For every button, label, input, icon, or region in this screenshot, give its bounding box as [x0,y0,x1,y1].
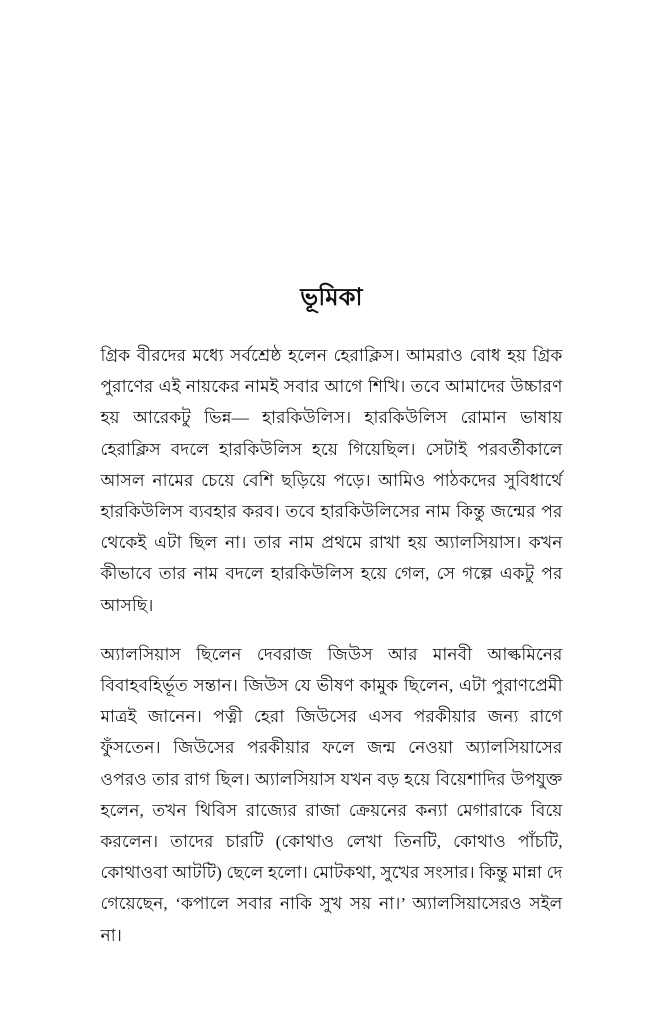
body-paragraph: গ্রিক বীরদের মধ্যে সর্বশ্রেষ্ঠ হলেন হেরাক্লিস। আমরাও বোধ হয় গ্রিক পুরাণের এই নায়কের নামই সবার আগে শিখি। তবে আমাদের উচ্চারণ হয় আরেকটু ভিন্ন— হারকিউলিস। হারকিউলিস রোমান ভাষায় হেরাক্লিস বদলে হারকিউলিস হয়ে গিয়েছিল। সেটাই পরবর্তীকালে আসল নামের চেয়ে বেশি ছড়িয়ে পড়ে। আমিও পাঠকদের সুবিধার্থে হারকিউলিস ব্যবহার করব। তবে হারকিউলিসের নাম কিন্তু জন্মের পর থেকেই এটা ছিল না। তার নাম প্রথমে রাখা হয় অ্যালসিয়াস। কখন কীভাবে তার নাম বদলে হারকিউলিস হয়ে গেল, সে গল্পে একটু পর আসছি। [100,346,563,615]
body-paragraph: অ্যালসিয়াস ছিলেন দেবরাজ জিউস আর মানবী আল্কমিনের বিবাহবহির্ভূত সন্তান। জিউস যে ভীষণ কামুক ছিলেন, এটা পুরাণপ্রেমী মাত্রই জানেন। পত্নী হেরা জিউসের এসব পরকীয়ার জন্য রাগে ফুঁসতেন। জিউসের পরকীয়ার ফলে জন্ম নেওয়া অ্যালসিয়াসের ওপরও তার রাগ ছিল। অ্যালসিয়াস যখন বড় হয়ে বিয়েশাদির উপযুক্ত হলেন, তখন থিবিস রাজ্যের রাজা ক্রেয়নের কন্যা মেগারাকে বিয়ে করলেন। তাদের চারটি (কোথাও লেখা তিনটি, কোথাও পাঁচটি, কোথাওবা আটটি) ছেলে হলো। মোটকথা, সুখের সংসার। কিন্তু মান্না দে গেয়েছেন, ‘কপালে সবার নাকি সুখ সয় না।’ অ্যালসিয়াসেরও সইল না। [100,644,563,945]
page-top-margin [0,0,663,282]
chapter-title: ভূমিকা [300,285,363,311]
text-block [101,282,563,951]
